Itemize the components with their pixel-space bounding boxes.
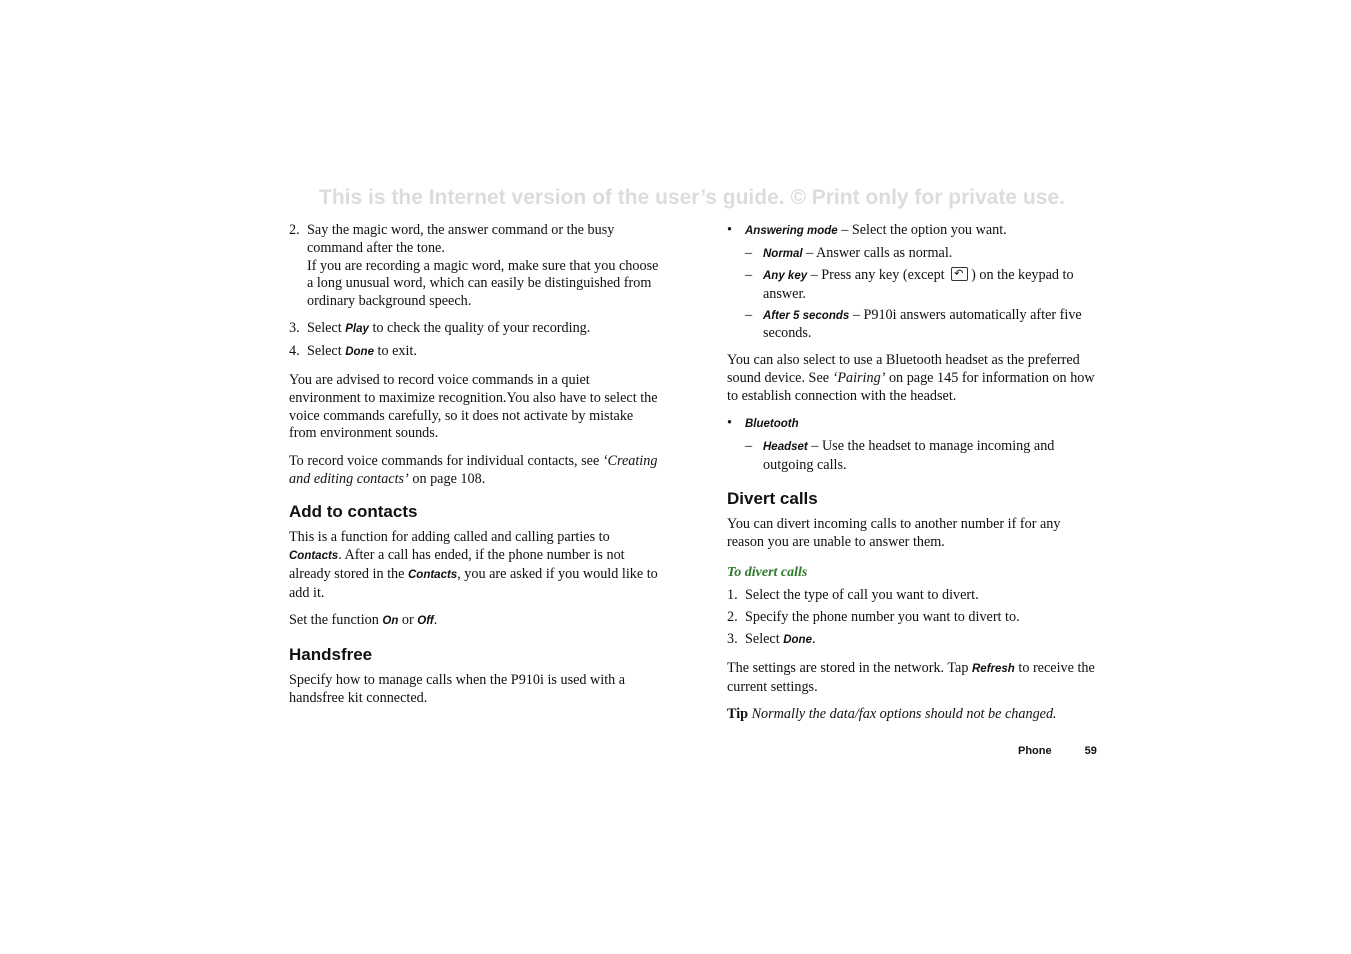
step-3: 3. Select Play to check the quality of your recording.: [289, 319, 591, 336]
step-4: 4. Select Done to exit.: [289, 343, 417, 360]
heading-divert-calls: Divert calls: [727, 489, 818, 509]
tip-label: Tip: [727, 706, 749, 723]
heading-add-to-contacts: Add to contacts: [289, 502, 418, 522]
bullet-bluetooth: • Bluetooth: [727, 415, 799, 432]
advice-paragraph: You are advised to record voice commands in a quiet environment to maximize recognition.You also have to select the voice commands carefully, so it does not activate by mistake from environment sounds.: [289, 372, 658, 442]
step-2-text: Say the magic word, the answer command or the busy command after the tone.: [307, 222, 615, 256]
page-footer: [1018, 745, 1097, 757]
step-2: 2. Say the magic word, the answer command or the busy command after the tone. If you are recording a magic word, make sure that you choose a long unusual word, which can easily be distinguished from ordinary background speech.: [289, 222, 661, 311]
add-contacts-paragraph: This is a function for adding called and calling parties to Contacts. After a call has ended, if the phone number is not already stored in the Contacts, you are asked if you would like to add it.: [289, 529, 658, 601]
heading-handsfree: Handsfree: [289, 644, 373, 664]
divert-step-1: 1. Select the type of call you want to divert.: [727, 586, 979, 603]
pairing-reference-link[interactable]: ‘Pairing’: [832, 370, 886, 387]
option-normal: – Normal – Answer calls as normal.: [745, 245, 953, 262]
settings-paragraph: The settings are stored in the network. Tap Refresh to receive the current settings.: [727, 660, 1095, 695]
tip-paragraph: Tip Normally the data/fax options should not be changed.: [727, 706, 1057, 723]
left-column: [289, 222, 661, 717]
contacts-reference-paragraph: To record voice commands for individual contacts, see ‘Creating and editing contacts’ on page 108.: [289, 452, 658, 487]
bullet-answering-mode: • Answering mode – Select the option you want.: [727, 222, 1007, 238]
back-key-icon: [951, 267, 968, 281]
subheading-to-divert-calls: To divert calls: [727, 564, 808, 580]
play-keyword: Play: [345, 322, 369, 335]
bluetooth-paragraph: You can also select to use a Bluetooth headset as the preferred sound device. See ‘Pairing’ on page 145 for information on how to establish connection with the headset.: [727, 352, 1095, 404]
watermark: This is the Internet version of the user’s guide. © Print only for private use.: [319, 186, 1065, 209]
divert-paragraph: You can divert incoming calls to another number if for any reason you are unable to answer them.: [727, 516, 1061, 550]
divert-step-3: 3. Select Done.: [727, 631, 816, 648]
cross-reference-link[interactable]: ‘Creating and editing contacts’: [289, 452, 658, 487]
option-any-key: – Any key – Press any key (except ↶) on the keypad to answer.: [727, 267, 1099, 304]
option-after-5-seconds: – After 5 seconds – P910i answers automatically after five seconds.: [745, 306, 1082, 342]
handsfree-paragraph: Specify how to manage calls when the P910i is used with a handsfree kit connected.: [289, 671, 626, 706]
right-column: [727, 222, 1099, 733]
step-2-note: If you are recording a magic word, make sure that you choose a long unusual word, which can easily be distinguished from ordinary background speech.: [307, 257, 659, 310]
done-keyword: Done: [345, 346, 374, 359]
section-name: Phone: [1018, 745, 1052, 757]
set-function-paragraph: Set the function On or Off.: [289, 612, 438, 629]
option-headset: – Headset – Use the headset to manage incoming and outgoing calls.: [745, 438, 1055, 474]
divert-step-2: 2. Specify the phone number you want to divert to.: [727, 608, 1020, 625]
page-number: 59: [1084, 745, 1097, 757]
